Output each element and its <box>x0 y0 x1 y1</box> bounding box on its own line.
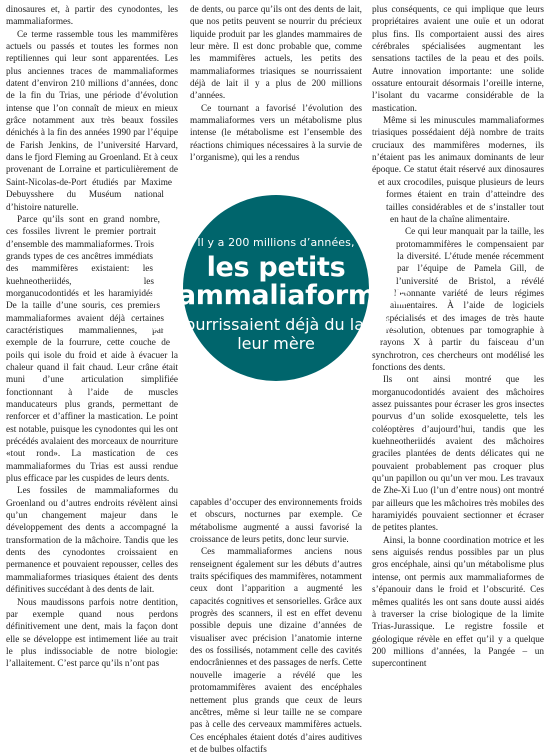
paragraph: Ce qui leur manquait par la taille, les protomammifères le compensaient par la diversité. L’étude menée récemment par l’équipe de Pamela Gill, de l’université de Bristol, a révélé l’étonnante variété de leurs régimes alimentaires. À l’aide de logiciels spécialisés et des images de très haute résolution, obtenues par tomographie à rayons X à partir du faisceau d’un synchrotron, ces chercheurs ont modélisé les fonctions des dents. <box>372 227 544 373</box>
pull-quote <box>150 236 410 353</box>
paragraph: Parce qu’ils sont en grand nombre, ces fossiles livrent le premier portrait d’ensemble des mammaliaformes. Trois grands types de ces ancêtres immédiats des mammifères existaient: les kuehneotheriidés, les morganucodontidés et les haramiyidés. De la taille d’une souris, ces premiers mammaliaformes avaient déjà certaines caractéristiques mammaliennes, par exemple de la fourrure, cette couche de poils qui isole du froid et aide à évacuer la chaleur quand il fait chaud. Leur crâne était muni d’une articulation simplifiée fonctionnant à l’aide de muscles manducateurs plus grands, permettant de renforcer et d’affiner la mastication. Le point est notable, puisque les cynodontes qui les ont précédés avalaient des morceaux de nourriture «tout rond». La mastication de ces mammaliaformes du Trias est aussi rendue plus efficace par les cuspides de leurs dents. <box>6 214 178 485</box>
paragraph: Ce terme rassemble tous les mammifères actuels ou passés et toutes les formes non reptiliennes qui leur sont apparentées. Les plus anciennes traces de mammaliaformes datent d’environ 210 millions d’années, donc de la fin du Trias, une période d’évolution intense que l’on connaît de mieux en mieux grâce notamment aux très beaux fossiles dénichés à la fin des années 1990 par l’équipe de Farish Jenkins, de l’université Harvard, dans le fjord Fleming au Groenland. Et à ceux provenant de Lorraine et particulièrement de Saint-Nicolas-de-Port étudiés par Maxime Debuysshere du Muséum national d’histoire naturelle. <box>6 29 178 213</box>
paragraph: dinosaures et, à partir des cynodontes, les mammaliaformes. <box>6 5 178 28</box>
paragraph: Ainsi, la bonne coordination motrice et les sens aiguisés rendus possibles par un plus gros encéphale, ainsi qu’un métabolisme plus intense, ont permis aux mammaliaformes de s’épanouir dans le froid et l’obscurité. Ces mêmes qualités les ont sans doute aussi aidés à traverser la crise biologique de la limite Trias-Jurassique. Le registre fossile et géologique révèle en effet qu’il y a quelque 200 millions d’années, la Pangée – un supercontinent <box>372 535 544 670</box>
paragraph: Ce tournant a favorisé l’évolution des mammaliaformes vers un métabolisme plus intense (le métabolisme est l’ensemble des réactions chimiques nécessaires à la survie de l’organisme), qui les a rendus <box>190 103 362 164</box>
pull-quote-subline: se nourrissaient déjà du lait de leur mère <box>152 315 400 353</box>
text-column-middle-bottom <box>190 497 362 756</box>
paragraph: Les fossiles de mammaliaformes du Groenland ou d’autres endroits révèlent ainsi qu’un changement majeur dans le développement des dents a accompagné la transformation de la mâchoire. Tandis que les dents des cynodontes croissaient en permanence et pouvaient repousser, celles des mammaliaformes triasiques étaient des dents définitives succédant à des dents de lait. <box>6 486 178 596</box>
paragraph: capables d’occuper des environnements froids et obscurs, nocturnes par exemple. Ce métabolisme augmenté a aussi favorisé la croissance de leurs petits, donc leur survie. <box>190 498 362 546</box>
paragraph: plus conséquents, ce qui implique que leurs propriétaires avaient une ouïe et un odorat plus fins. Ils comportaient aussi des aires cérébrales spécialisées augmentant les sensations tactiles de la peau et des poils. Autre innovation importante: une solide ossature entourait désormais l’oreille interne, l’isolant du vacarme considérable de la mastication. <box>372 5 544 114</box>
pull-quote-headline: les petits mammaliaformes <box>150 252 410 311</box>
paragraph: Ils ont ainsi montré que les morganucodontidés avaient des mâchoires assez puissantes pour écraser les gros insectes pourvus d’un solide exosquelette, tels les coléoptères d’aujourd’hui, tandis que les kuehneotheriidés avaient des mâchoires graciles plantées de dents délicates qui ne pouvaient probablement pas croquer plus qu’un papillon ou qu’un ver mou. Les travaux de Zhe-Xi Luo (l’un d’entre nous) ont montré par ailleurs que les mâchoires très mobiles des haramiyidés pouvaient sectionner et écraser de petites plantes. <box>372 375 544 534</box>
paragraph: de dents, ou parce qu’ils ont des dents de lait, que nos petits peuvent se nourrir du précieux liquide produit par les glandes mammaires de leur mère. Il est donc probable que, comme les mammifères actuels, les petits des mammaliaformes triasiques se nourrissaient déjà de lait il y a plus de 200 millions d’années. <box>190 5 362 102</box>
text-column-middle-top <box>190 4 362 164</box>
paragraph: Nous maudissons parfois notre dentition, par exemple quand nous perdons définitivement une dent, mais la façon dont elle se développe est intimement liée au trait le plus indissociable de notre biologie: l’allaitement. C’est parce qu’ils n’ont pas <box>6 597 178 670</box>
pull-quote-kicker: Il y a 200 millions d’années, <box>197 236 355 249</box>
paragraph: Même si les minuscules mammaliaformes triasiques possédaient déjà nombre de traits cruciaux des mammifères modernes, ils n’étaient pas les animaux dominants de leur époque. Ce statut était réservé aux dinosaures et aux crocodiles, puisque plusieurs de leurs formes étaient en train d’atteindre des tailles considérables et de s’installer tout en haut de la chaîne alimentaire. <box>372 116 544 225</box>
paragraph: Ces mammaliaformes anciens nous renseignent également sur les débuts d’autres traits spécifiques des mammifères, notamment ceux dont l’apparition a augmenté les capacités cognitives et sensorielles. Grâce aux progrès des scanners, il est en effet devenu possible depuis une dizaine d’années de visualiser avec précision l’anatomie interne des os fossilisés, notamment celle des cavités endocrâniennes et des passages de nerfs. Cette nouvelle imagerie a révélé que les protomammifères avaient des encéphales nettement plus grands que ceux de leurs ancêtres, même si leur taille ne se compare pas à celle des cerveaux mammifères actuels. Ces encéphales étaient dotés d’aires auditives et de bulbes olfactifs <box>190 547 362 755</box>
